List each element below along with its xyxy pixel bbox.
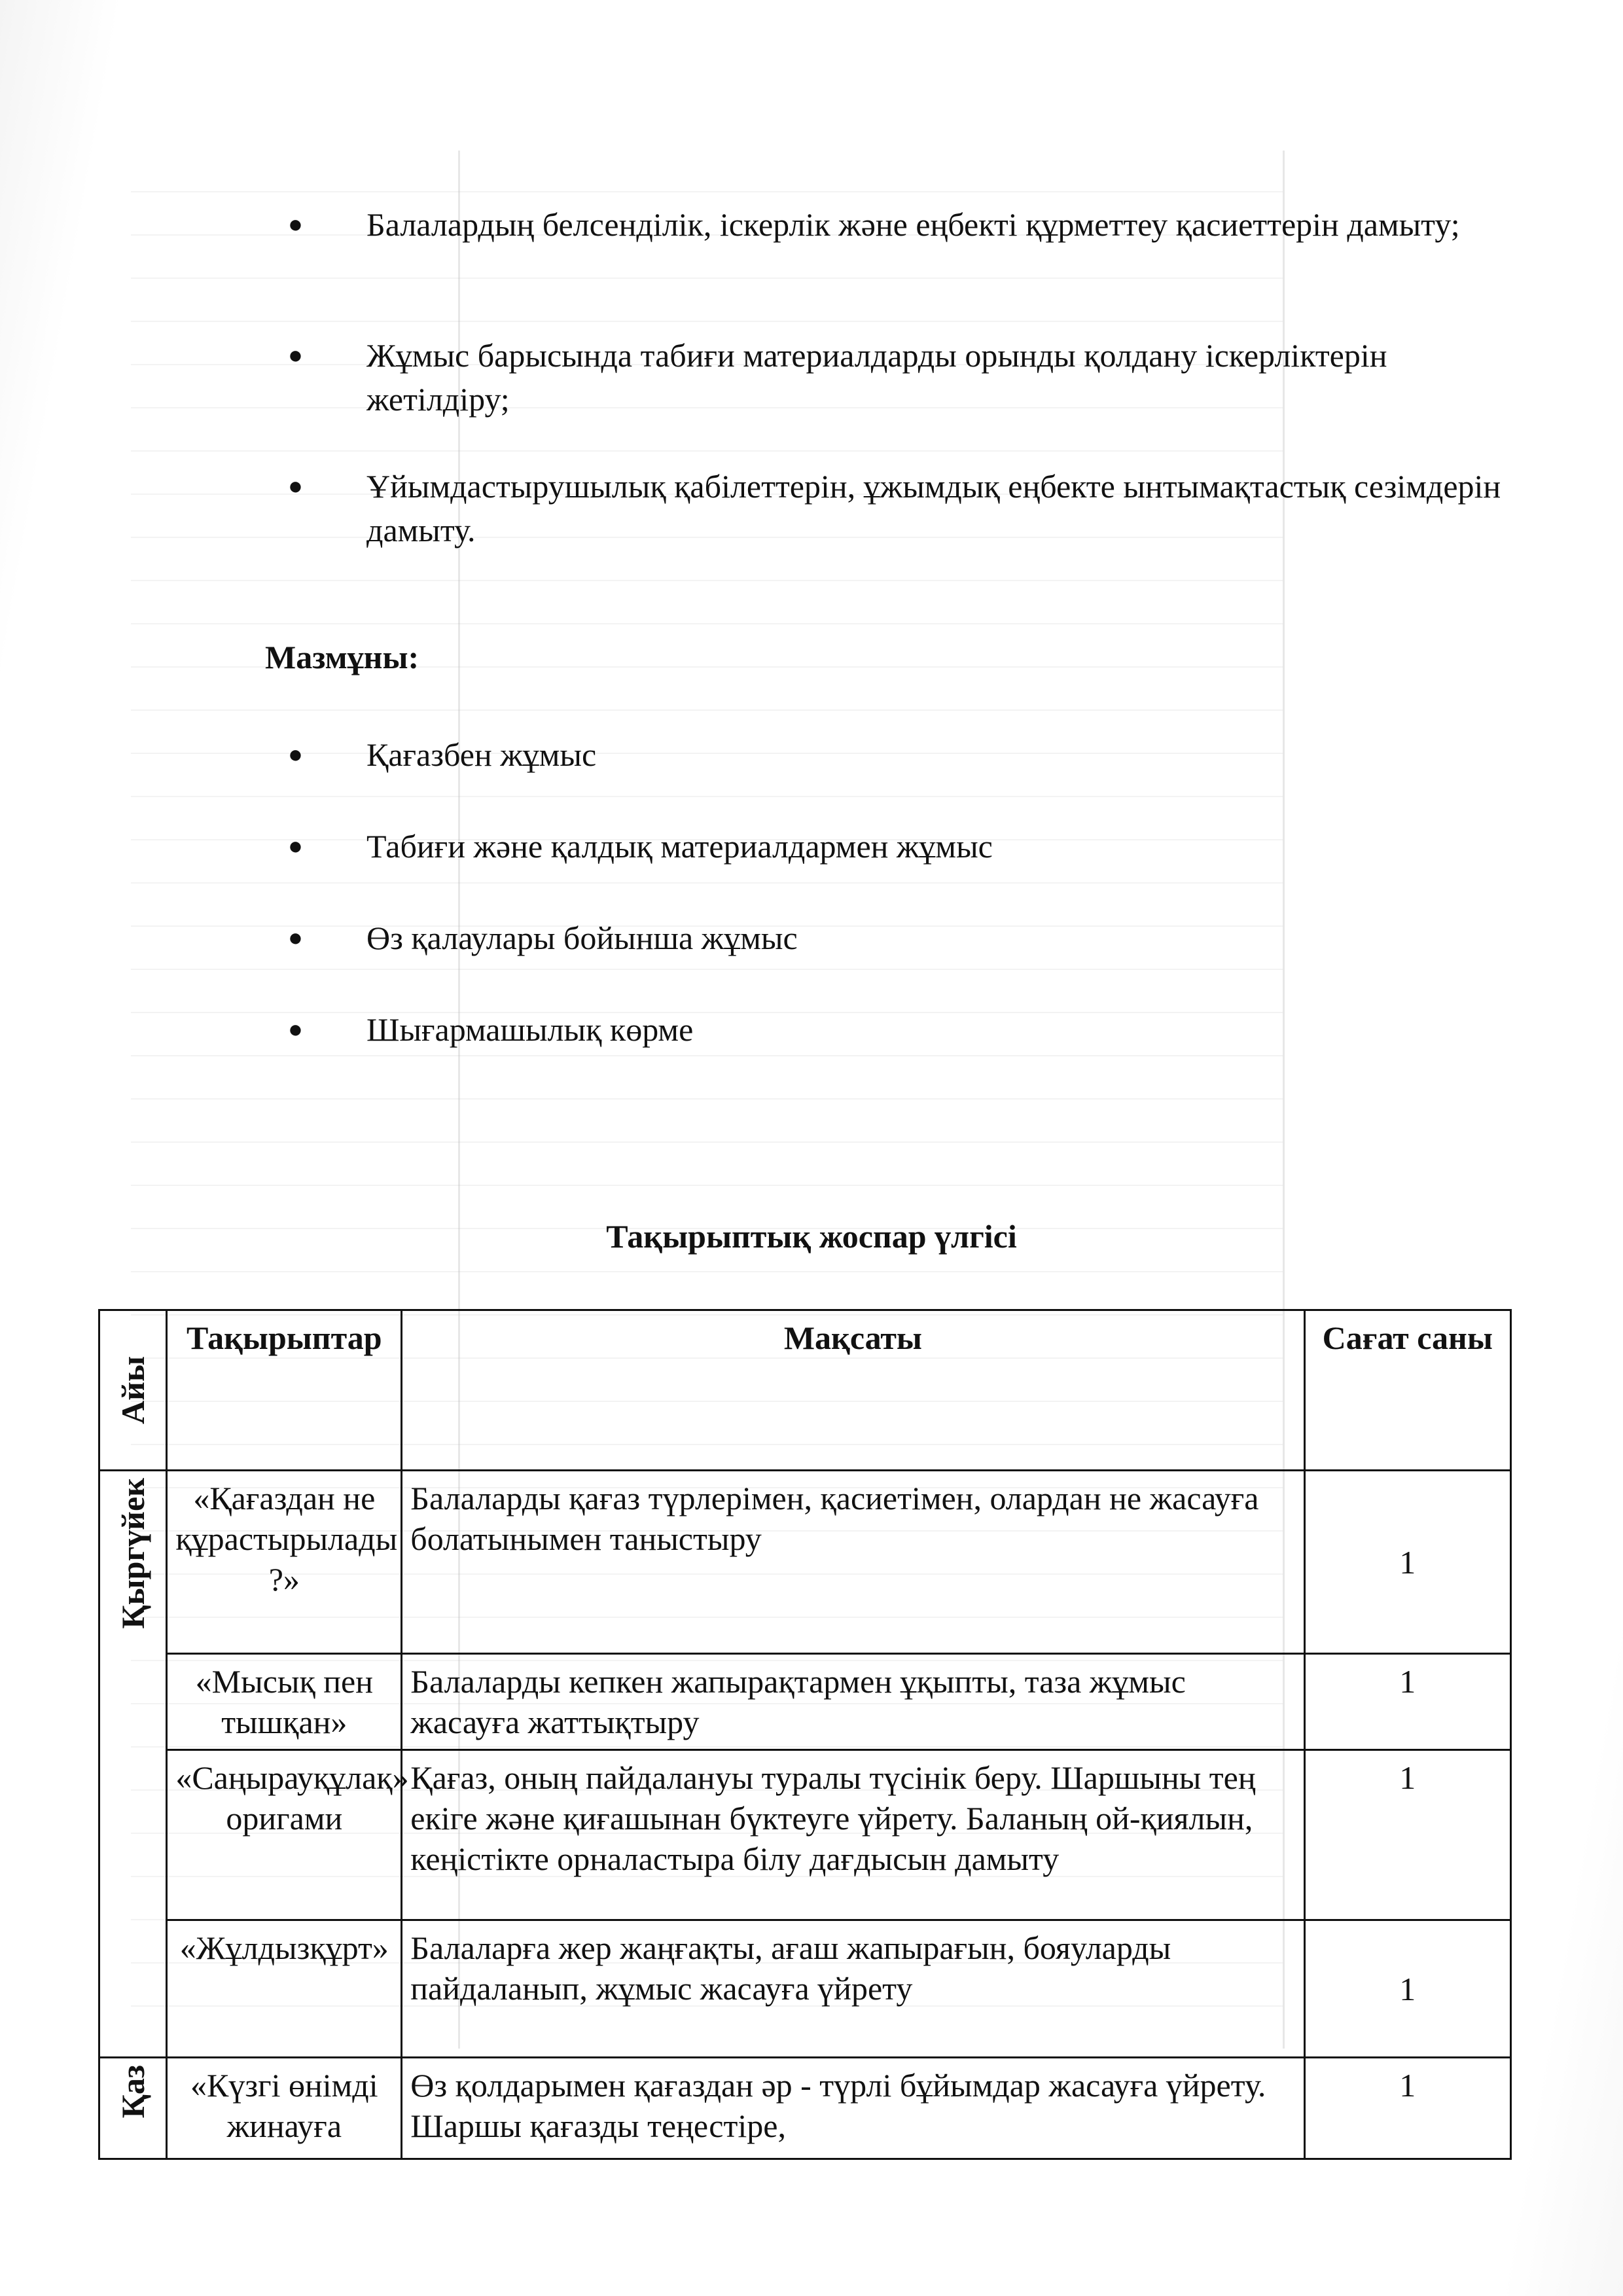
- header-month: [99, 1310, 167, 1471]
- topic-cell: «Саңырауқұлақ» оригами: [167, 1750, 402, 1920]
- header-hours: Сағат саны: [1304, 1310, 1510, 1471]
- table-row: [99, 1750, 1511, 1920]
- table-header-row: [99, 1310, 1511, 1471]
- topic-cell: «Мысық пен тышқан»: [167, 1654, 402, 1750]
- list-item-text: Жұмыс барысында табиғи материалдарды орынды қолдану іскерліктерін жетілдіру;: [366, 337, 1387, 418]
- month-label: Қыргүйек: [115, 1478, 152, 1629]
- bullet-icon: ●: [288, 833, 303, 860]
- list-item: [288, 465, 1518, 552]
- list-item-text: Табиғи және қалдық материалдармен жұмыс: [366, 828, 993, 865]
- bullet-icon: ●: [288, 211, 303, 238]
- thematic-plan-table: [98, 1309, 1512, 2160]
- topic-cell: «Жұлдызқұрт»: [167, 1920, 402, 2058]
- list-item: [288, 334, 1518, 422]
- bullet-icon: ●: [288, 342, 303, 369]
- hours-cell: 1: [1304, 1471, 1510, 1654]
- header-month-label: Айы: [115, 1356, 152, 1424]
- month-label: Қаз: [115, 2065, 152, 2119]
- list-item: [288, 916, 1518, 960]
- hours-cell: 1: [1304, 1920, 1510, 2058]
- list-item: [288, 733, 1518, 777]
- bullet-icon: ●: [288, 1016, 303, 1043]
- goal-cell: Балаларды қағаз түрлерімен, қасиетімен, олардан не жасауға болатынымен таныстыру: [402, 1471, 1304, 1654]
- table-row: [99, 1654, 1511, 1750]
- hours-cell: 1: [1304, 1654, 1510, 1750]
- goal-cell: Қағаз, оның пайдалануы туралы түсінік беру. Шаршыны тең екіге және қиғашынан бүктеуге үйрету. Баланың ой-қиялын, кеңістікте орналастыра білу дағдысын дамыту: [402, 1750, 1304, 1920]
- list-item-text: Шығармашылық көрме: [366, 1011, 694, 1048]
- hours-cell: 1: [1304, 2058, 1510, 2159]
- topic-cell: «Қағаздан не құрастырылады ?»: [167, 1471, 402, 1654]
- bullet-icon: ●: [288, 741, 303, 768]
- goal-cell: Өз қолдарымен қағаздан әр - түрлі бұйымдар жасауға үйрету. Шаршы қағазды теңестіре,: [402, 2058, 1304, 2159]
- list-item-text: Қағазбен жұмыс: [366, 736, 597, 773]
- content-heading: Мазмұны:: [265, 639, 419, 675]
- list-item-text: Ұйымдастырушылық қабілеттерін, ұжымдық еңбекте ынтымақтастық сезімдерін дамыту.: [366, 468, 1501, 548]
- list-item: [288, 203, 1518, 247]
- bullet-icon: ●: [288, 473, 303, 500]
- month-cell: [99, 2058, 167, 2159]
- table-row: [99, 1920, 1511, 2058]
- topic-cell: «Күзгі өнімді жинауға: [167, 2058, 402, 2159]
- list-item-text: Балалардың белсенділік, іскерлік және еңбекті құрметтеу қасиеттерін дамыту;: [366, 206, 1460, 243]
- header-goals: Мақсаты: [402, 1310, 1304, 1471]
- goal-cell: Балаларға жер жаңғақты, ағаш жапырағын, бояуларды пайдаланып, жұмыс жасауға үйрету: [402, 1920, 1304, 2058]
- list-item: [288, 1008, 1518, 1052]
- table-title: Тақырыптық жоспар үлгісі: [606, 1218, 1017, 1255]
- bullet-icon: ●: [288, 924, 303, 952]
- table-row: [99, 1471, 1511, 1654]
- hours-cell: 1: [1304, 1750, 1510, 1920]
- month-cell: [99, 1471, 167, 2058]
- header-topics: Тақырыптар: [167, 1310, 402, 1471]
- table-row: [99, 2058, 1511, 2159]
- goal-cell: Балаларды кепкен жапырақтармен ұқыпты, таза жұмыс жасауға жаттықтыру: [402, 1654, 1304, 1750]
- list-item-text: Өз қалаулары бойынша жұмыс: [366, 920, 798, 956]
- list-item: [288, 825, 1518, 869]
